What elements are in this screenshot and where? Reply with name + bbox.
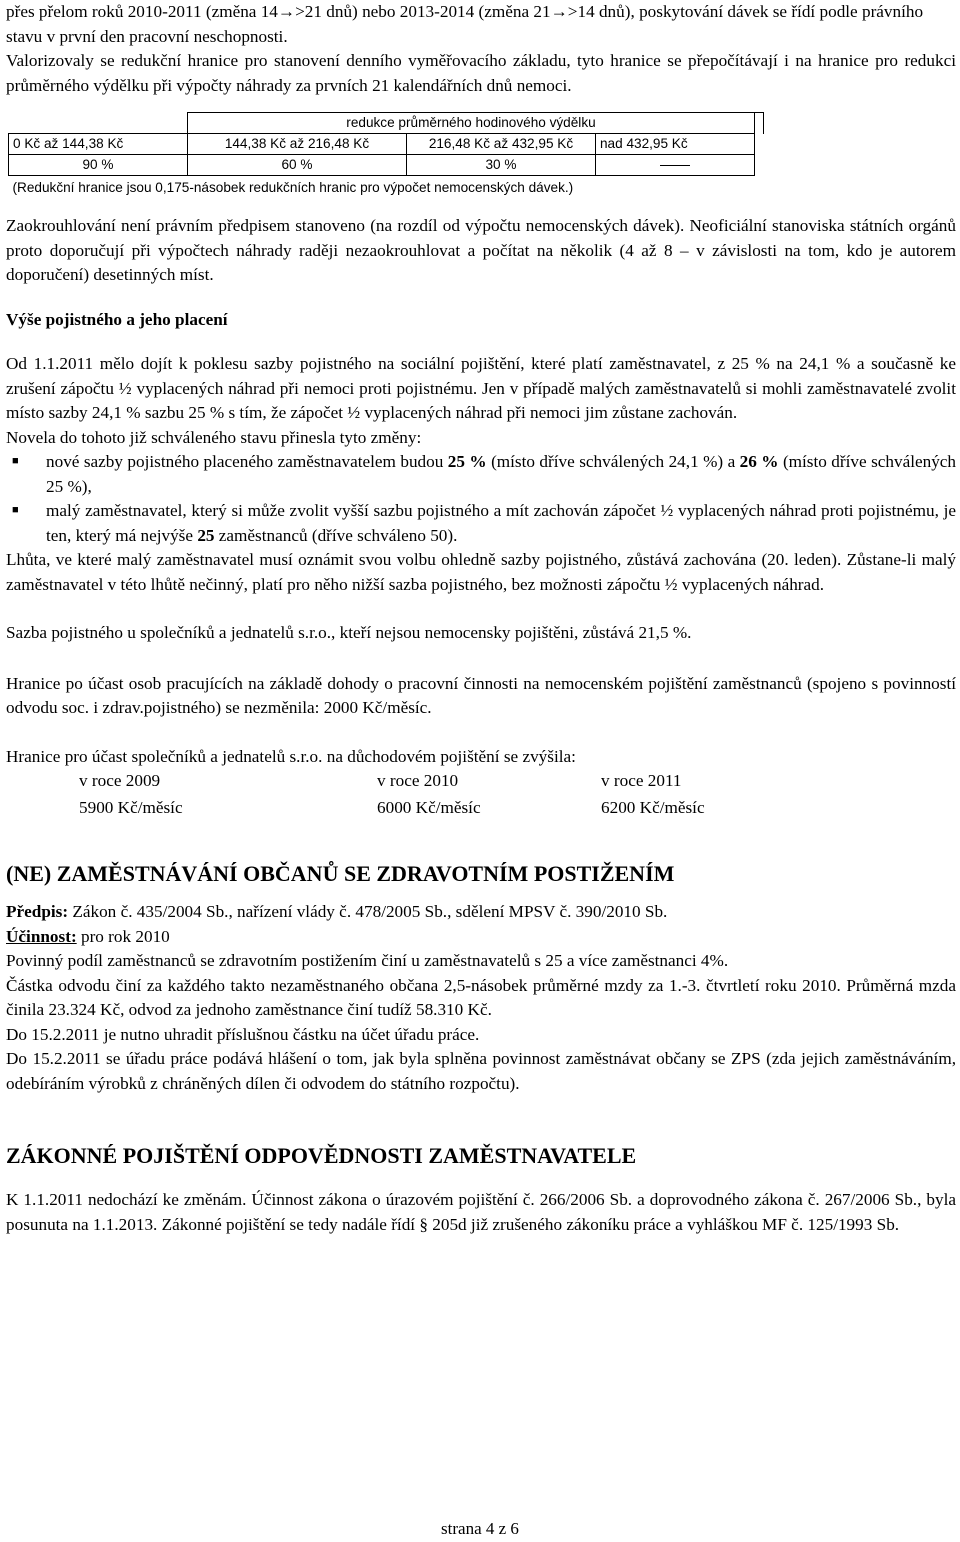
dash-mark (660, 165, 690, 166)
premium-paragraph-1: Od 1.1.2011 mělo dojít k poklesu sazby pojistného na sociální pojištění, které platí zaměstnavatel, z 25 % na 24,1 % a současně ke zrušení zápočtu ½ vyplacených náhrad při nemoci proti pojistnému. Jen v případě malých zaměstnavatelů si mohli zaměstnavatelé zvolit místo sazby 24,1 % sazbu 25 % s tím, že zápočet ½ vyplacených náhrad při nemoci jim zůstane zachován. (6, 354, 956, 422)
pension-limit-intro: Hranice pro účast společníků a jednatelů s.r.o. na důchodovém pojištění se zvýšila: (6, 746, 576, 766)
document-page (6, 0, 956, 1237)
intro-continuation: přes přelom roků 2010-2011 (změna 14→>21 dnů) nebo 2013-2014 (změna 21→>14 dnů), poskytování dávek se řídí podle právního stavu v první den pracovní neschopnosti. (6, 2, 924, 46)
premium-section-title: Výše pojistného a jeho placení (6, 309, 228, 329)
square-bullet-icon: ■ (12, 504, 19, 516)
reduction-value-1: 90 % (9, 155, 188, 176)
amount-2010: 6000 Kč/měsíc (377, 797, 481, 817)
effective-line: Účinnost: pro rok 2010 (6, 926, 170, 946)
partners-rate-paragraph: Sazba pojistného u společníků a jednatelů s.r.o., kteří nejsou nemocensky pojištěni, zůstává 21,5 %. (6, 623, 692, 642)
disabled-paragraph-1: Povinný podíl zaměstnanců se zdravotním postižením činí u zaměstnavatelů s 25 a více zaměstnanci 4%. (6, 951, 729, 970)
pension-limit-amounts (6, 796, 956, 821)
list-item: ■ nové sazby pojistného placeného zaměstnavatelem budou 25 % (místo dříve schválených 24,1 %) a 26 % (místo dříve schválených 25 %), (12, 452, 957, 496)
reduction-value-4 (596, 155, 755, 176)
deadline-paragraph: Lhůta, ve které malý zaměstnavatel musí oznámit svou volbu ohledně sazby pojistného, zůstává zachována (20. leden). Zůstane-li malý zaměstnavatel v této lhůtě nečinný, platí pro něho nižší sazba pojistného, bez možnosti zápočtu ½ vyplacených náhrad. (6, 550, 956, 594)
amount-2011: 6200 Kč/měsíc (601, 797, 705, 817)
reduction-value-3: 30 % (407, 155, 596, 176)
reduction-band-3: 216,48 Kč až 432,95 Kč (407, 134, 596, 155)
disabled-section-heading: (NE) ZAMĚSTNÁVÁNÍ OBČANŮ SE ZDRAVOTNÍM POSTIŽENÍM (6, 861, 675, 886)
list-item: ■ malý zaměstnavatel, který si může zvolit vyšší sazbu pojistného a mít zachován zápočet ½ vyplacených náhrad proti pojistnému, je ten, který má nejvýše 25 zaměstnanců (dříve schváleno 50). (12, 501, 956, 545)
page-number: strana 4 z 6 (441, 1519, 519, 1538)
amount-2009: 5900 Kč/měsíc (79, 797, 183, 817)
agreement-limit-paragraph: Hranice po účast osob pracujících na základě dohody o pracovní činnosti na nemocenském pojištění zaměstnanců (spojeno s povinností odvodu soc. i zdrav.pojistného) se nezměnila: 2000 Kč/měsíc. (6, 673, 956, 717)
disabled-paragraph-2: Částka odvodu činí za každého takto nezaměstnaného občana 2,5-násobek průměrné mzdy za 1.-3. čtvrtletí roku 2010. Průměrná mzda činila 23.324 Kč, odvod za jednoho zaměstnance činí tudíž 58.310 Kč. (6, 975, 956, 1019)
reduction-band-1: 0 Kč až 144,38 Kč (9, 134, 188, 155)
regulation-line: Předpis: Zákon č. 435/2004 Sb., nařízení vlády č. 478/2005 Sb., sdělení MPSV č. 390/2010 Sb. (6, 902, 668, 921)
reduction-table-caption: redukce průměrného hodinového výdělku (188, 113, 755, 134)
novela-intro: Novela do tohoto již schváleného stavu přinesla tyto změny: (6, 427, 422, 447)
reduction-table (8, 112, 764, 198)
reduction-note: (Redukční hranice jsou 0,175-násobek redukčních hranic pro výpočet nemocenských dávek.) (12, 180, 574, 195)
effective-label: Účinnost: (6, 926, 77, 946)
rounding-paragraph: Zaokrouhlování není právním předpisem stanoveno (na rozdíl od výpočtu nemocenských dávek). Neoficiální stanoviska státních orgánů proto doporučují při výpočtech náhrady raději nezaokrouhlovat a počítat na několik (4 až 8 – v závislosti na tom, kdo je autorem doporučení) desetinných míst. (6, 216, 956, 284)
disabled-paragraph-4: Do 15.2.2011 se úřadu práce podává hlášení o tom, jak byla splněna povinnost zaměstnávat občany se ZPS (zda jejich zaměstnáváním, odebíráním výrobků z chráněných dílen či odvodem do státního rozpočtu). (6, 1049, 956, 1093)
year-2009: v roce 2009 (79, 771, 161, 790)
year-2010: v roce 2010 (377, 771, 459, 790)
liability-section-heading: ZÁKONNÉ POJIŠTĚNÍ ODPOVĚDNOSTI ZAMĚSTNAVATELE (6, 1143, 637, 1168)
pension-limit-years (6, 769, 956, 794)
reduction-band-4: nad 432,95 Kč (596, 134, 755, 155)
reduction-band-2: 144,38 Kč až 216,48 Kč (188, 134, 407, 155)
novela-changes-list (6, 450, 956, 548)
liability-paragraph: K 1.1.2011 nedochází ke změnám. Účinnost zákona o úrazovém pojištění č. 266/2006 Sb. a doprovodného zákona č. 267/2006 Sb., byla posunuta na 1.1.2013. Zákonné pojištění se tedy nadále řídí § 205d již zrušeného zákoníku práce a vyhláškou MF č. 125/1993 Sb. (6, 1190, 956, 1234)
disabled-paragraph-3: Do 15.2.2011 je nutno uhradit příslušnou částku na účet úřadu práce. (6, 1024, 480, 1044)
valorization-paragraph: Valorizovaly se redukční hranice pro stanovení denního vyměřovacího základu, tyto hranice se přepočítávají i na hranice pro redukci průměrného výdělku při výpočty náhrady za prvních 21 kalendářních dnů nemoci. (6, 51, 956, 95)
year-2011: v roce 2011 (601, 771, 682, 790)
square-bullet-icon: ■ (12, 455, 19, 467)
regulation-label: Předpis: (6, 902, 69, 921)
reduction-value-2: 60 % (188, 155, 407, 176)
